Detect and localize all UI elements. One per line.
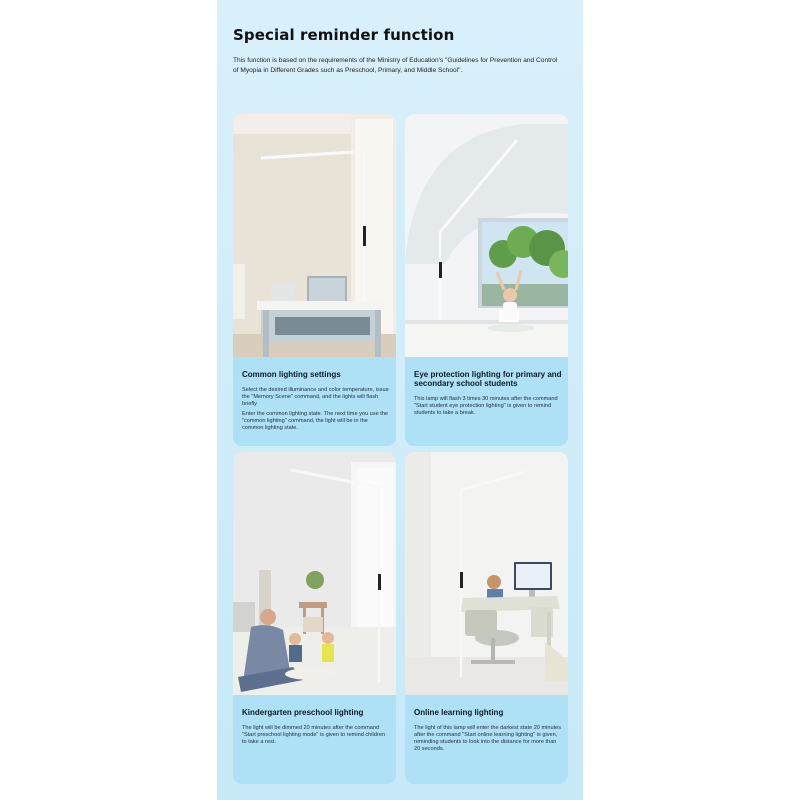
card-title: Eye protection lighting for primary and secondary school students xyxy=(414,370,562,388)
common-lighting-caption xyxy=(242,370,390,435)
eye-protection-photo xyxy=(405,114,568,357)
online-learning-caption xyxy=(414,708,562,756)
page-title: Special reminder function xyxy=(233,26,455,44)
card-kindergarten xyxy=(233,452,396,784)
card-eye-protection xyxy=(405,114,568,446)
card-common-lighting xyxy=(233,114,396,446)
online-learning-photo xyxy=(405,452,568,695)
kindergarten-caption xyxy=(242,708,390,749)
card-text: This lamp will flash 3 times 30 minutes after the command "Start student eye protection lighting" is given to remind students to take a break. xyxy=(414,396,558,416)
common-lighting-photo xyxy=(233,114,396,357)
card-title: Common lighting settings xyxy=(242,370,341,379)
intro-text: This function is based on the requirements of the Ministry of Education's "Guidelines for Prevention and Control of Myopia in Different Grades such as Preschool, Primary, and Middle School". xyxy=(233,57,558,74)
card-text: Enter the common lighting state. The next time you use the "common lighting" command, the light will be in the common lighting state. xyxy=(242,411,389,431)
eye-protection-caption xyxy=(414,370,562,420)
product-panel xyxy=(217,0,583,800)
card-title: Online learning lighting xyxy=(414,708,504,717)
kindergarten-photo xyxy=(233,452,396,695)
card-text: Select the desired illuminance and color temperature, issue the "Memory Scene" command, and the lights will flash briefly xyxy=(242,387,389,407)
card-title: Kindergarten preschool lighting xyxy=(242,708,364,717)
card-online-learning xyxy=(405,452,568,784)
card-text: The light will be dimmed 20 minutes after the command "Start preschool lighting mode" is given to remind children to take a rest. xyxy=(242,725,385,745)
card-text: The light of this lamp will enter the darkest state 20 minutes after the command "Start online learning lighting" is given, reminding students to look into the distance for more than 20 seconds. xyxy=(414,725,562,752)
